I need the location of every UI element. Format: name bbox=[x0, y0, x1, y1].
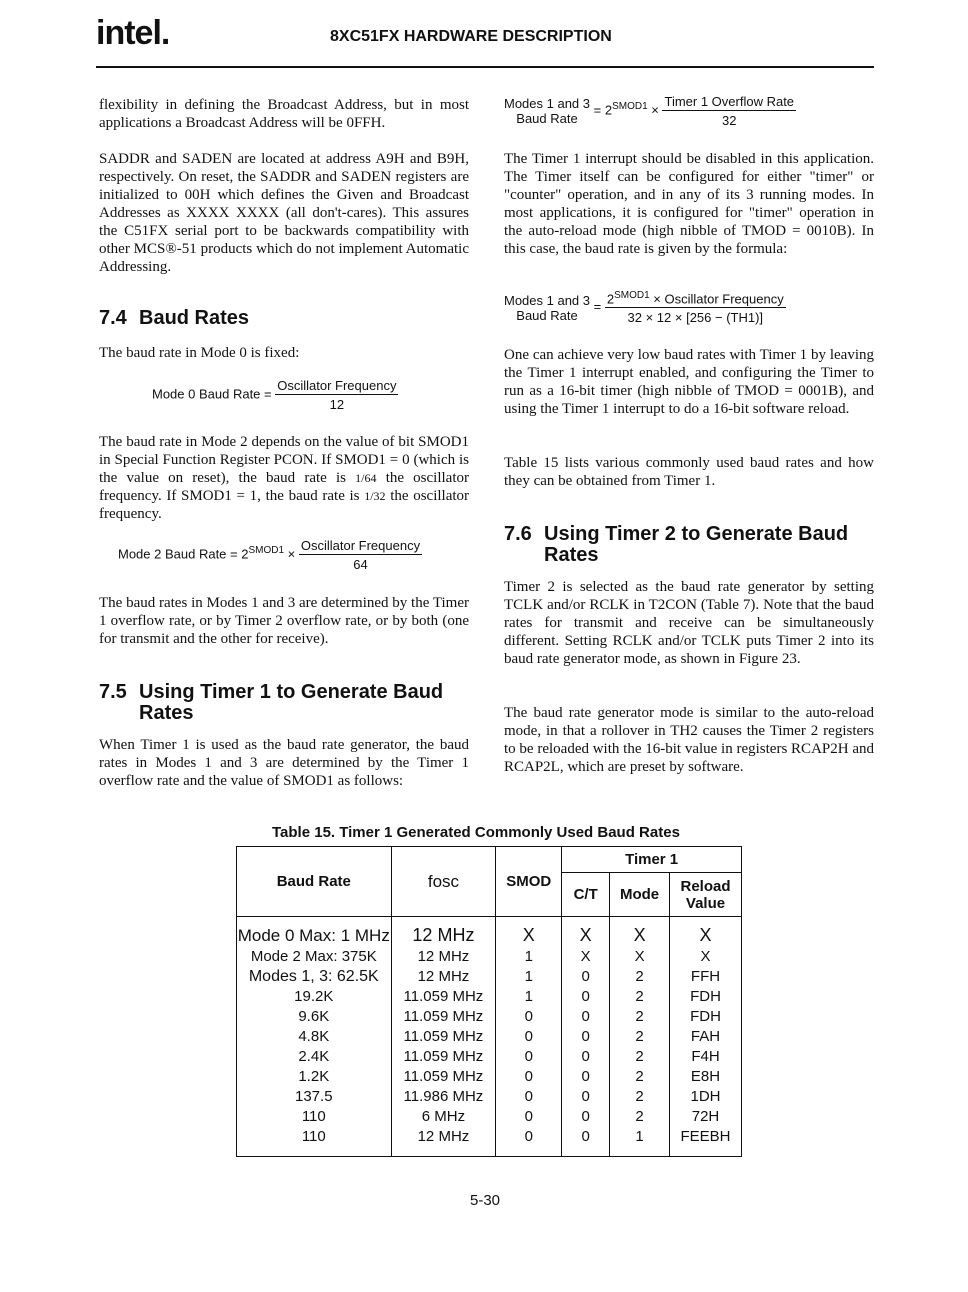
right-paragraph-2: One can achieve very low baud rates with Timer 1 by leaving the Timer 1 interrupt enabled, and configuring the Timer to run as a 16-bit timer (high nibble of TMOD = 0001B), and using the Timer 1 interrupt to do a 16-bit software reload. bbox=[504, 347, 874, 417]
cell-smod: 1 bbox=[496, 987, 562, 1007]
equation-mode2 bbox=[118, 538, 422, 572]
cell-baud-rate: 110 bbox=[237, 1107, 392, 1127]
cell-fosc: 6 MHz bbox=[391, 1107, 496, 1127]
cell-baud-rate: 19.2K bbox=[237, 987, 392, 1007]
intel-logo: intel. bbox=[96, 14, 170, 52]
page-number: 5-30 bbox=[470, 1192, 501, 1209]
cell-smod: X bbox=[496, 917, 562, 947]
cell-smod: 0 bbox=[496, 1047, 562, 1067]
p4-fraction-1: 1/64 bbox=[355, 471, 377, 485]
equation-timer1-overflow bbox=[504, 94, 844, 128]
left-paragraph-6: When Timer 1 is used as the baud rate generator, the baud rates in Modes 1 and 3 are determined by the Timer 1 overflow rate and the value of SMOD1 as follows: bbox=[99, 737, 469, 789]
cell-reload: FFH bbox=[670, 967, 742, 987]
eq-lhs-line-2: Baud Rate bbox=[516, 111, 578, 126]
eq-fraction bbox=[275, 378, 398, 412]
table-bottom-padding bbox=[237, 1147, 742, 1157]
eq-fraction bbox=[662, 94, 796, 128]
cell-ct: 0 bbox=[562, 967, 610, 987]
eq-num-exponent: SMOD1 bbox=[614, 290, 650, 301]
header-ct bbox=[562, 873, 610, 917]
cell-ct: 0 bbox=[562, 1007, 610, 1027]
cell-smod: 0 bbox=[496, 1107, 562, 1127]
eq-num-rest: × Oscillator Frequency bbox=[653, 291, 784, 307]
eq-denominator: 32 × 12 × [256 − (TH1)] bbox=[627, 310, 764, 326]
cell-baud-rate: 4.8K bbox=[237, 1027, 392, 1047]
p4-part-c: the oscillator frequency. bbox=[99, 488, 470, 522]
padding-cell bbox=[670, 1147, 742, 1157]
equation-mode0 bbox=[152, 378, 398, 412]
eq-fraction bbox=[605, 290, 786, 325]
left-paragraph-4 bbox=[99, 433, 469, 523]
cell-smod: 0 bbox=[496, 1127, 562, 1147]
cell-fosc: 11.059 MHz bbox=[391, 1027, 496, 1047]
cell-fosc: 12 MHz bbox=[391, 967, 496, 987]
cell-baud-rate: 1.2K bbox=[237, 1067, 392, 1087]
section-heading-7-5 bbox=[99, 682, 443, 724]
table-row bbox=[237, 1007, 742, 1027]
eq-exponent: SMOD1 bbox=[612, 101, 648, 113]
cell-reload: X bbox=[670, 917, 742, 947]
table-row bbox=[237, 1127, 742, 1147]
cell-ct: 0 bbox=[562, 1107, 610, 1127]
header-fosc: fosc bbox=[391, 847, 496, 917]
cell-baud-rate: 2.4K bbox=[237, 1047, 392, 1067]
table-caption: Table 15. Timer 1 Generated Commonly Used Baud Rates bbox=[272, 824, 680, 841]
cell-mode: X bbox=[610, 917, 670, 947]
cell-ct: 0 bbox=[562, 987, 610, 1007]
cell-reload: F4H bbox=[670, 1047, 742, 1067]
section-title-line-2: Rates bbox=[139, 702, 194, 724]
cell-baud-rate: Mode 2 Max: 375K bbox=[237, 947, 392, 967]
eq-numerator: Oscillator Frequency bbox=[300, 538, 421, 553]
table-row bbox=[237, 1087, 742, 1107]
table-body bbox=[237, 917, 742, 1157]
cell-mode: 2 bbox=[610, 1107, 670, 1127]
left-paragraph-2: SADDR and SADEN are located at address A9H and B9H, respectively. On reset, the SADDR and SADEN registers are initialized to 00H which defines the Given and Broadcast Addresses as XXXX XXXX (all don't-cares). This assures the C51FX serial port to be backwards compatibility with other MCS®-51 products which do not implement Automatic Addressing. bbox=[99, 151, 469, 275]
cell-reload: FDH bbox=[670, 1007, 742, 1027]
p4-fraction-2: 1/32 bbox=[364, 489, 386, 503]
eq-lhs: Mode 2 Baud Rate = 2 bbox=[118, 546, 249, 562]
equation-timer1-autoreload bbox=[504, 290, 864, 325]
section-title-line-2: Rates bbox=[544, 544, 599, 566]
cell-ct: X bbox=[562, 917, 610, 947]
eq-numerator: Timer 1 Overflow Rate bbox=[664, 94, 795, 109]
eq-numerator: Oscillator Frequency bbox=[277, 378, 397, 393]
padding-cell bbox=[496, 1147, 562, 1157]
cell-reload: X bbox=[670, 947, 742, 967]
cell-fosc: 11.059 MHz bbox=[391, 1007, 496, 1027]
cell-reload: FAH bbox=[670, 1027, 742, 1047]
cell-smod: 0 bbox=[496, 1067, 562, 1087]
cell-reload: FDH bbox=[670, 987, 742, 1007]
table-row bbox=[237, 1107, 742, 1127]
eq-denominator: 12 bbox=[329, 397, 345, 412]
header-reload-line-2: Value bbox=[685, 894, 726, 912]
section-number: 7.5 bbox=[99, 681, 127, 703]
eq-denominator: 32 bbox=[722, 113, 737, 128]
section-heading-7-4 bbox=[99, 308, 249, 329]
cell-mode: 2 bbox=[610, 987, 670, 1007]
table-row bbox=[237, 967, 742, 987]
right-paragraph-3: Table 15 lists various commonly used baud rates and how they can be obtained from Timer 1. bbox=[504, 455, 874, 489]
cell-baud-rate: 137.5 bbox=[237, 1087, 392, 1107]
cell-ct: 0 bbox=[562, 1127, 610, 1147]
cell-mode: X bbox=[610, 947, 670, 967]
eq-fraction bbox=[299, 538, 422, 572]
eq-equals: = 2 bbox=[593, 102, 613, 118]
eq-lhs-line-2: Baud Rate bbox=[516, 307, 578, 323]
cell-mode: 1 bbox=[610, 1127, 670, 1147]
padding-cell bbox=[562, 1147, 610, 1157]
cell-smod: 1 bbox=[496, 967, 562, 987]
cell-ct: 0 bbox=[562, 1087, 610, 1107]
cell-fosc: 11.059 MHz bbox=[391, 1067, 496, 1087]
cell-mode: 2 bbox=[610, 1007, 670, 1027]
table-row bbox=[237, 1027, 742, 1047]
eq-denominator: 64 bbox=[353, 557, 368, 572]
cell-smod: 0 bbox=[496, 1087, 562, 1107]
p4-part-b: the oscillator frequency. If SMOD1 = 1, the baud rate is bbox=[99, 470, 469, 504]
cell-baud-rate: Mode 0 Max: 1 MHz bbox=[237, 917, 392, 947]
cell-reload: 72H bbox=[670, 1107, 742, 1127]
cell-reload: E8H bbox=[670, 1067, 742, 1087]
padding-cell bbox=[237, 1147, 392, 1157]
left-paragraph-3: The baud rate in Mode 0 is fixed: bbox=[99, 345, 300, 361]
header-rule bbox=[96, 66, 874, 68]
cell-fosc: 12 MHz bbox=[391, 1127, 496, 1147]
table-row bbox=[237, 947, 742, 967]
padding-cell bbox=[610, 1147, 670, 1157]
right-paragraph-1: The Timer 1 interrupt should be disabled in this application. The Timer itself can be configured for either "timer" or "counter" operation, and in any of its 3 running modes. In most applications, it is configured for "timer" operation in the auto-reload mode (high nibble of TMOD = 0010B). In this case, the baud rate is given by the formula: bbox=[504, 151, 874, 257]
cell-ct: 0 bbox=[562, 1067, 610, 1087]
section-title-line-1: Using Timer 2 to Generate Baud bbox=[544, 523, 849, 545]
right-paragraph-5: The baud rate generator mode is similar to the auto-reload mode, in that a rollover in TH2 causes the Timer 2 registers to be reloaded with the 16-bit value in registers RCAP2H and RCAP2L, which are preset by software. bbox=[504, 705, 874, 775]
cell-mode: 2 bbox=[610, 1047, 670, 1067]
eq-lhs-line-1: Modes 1 and 3 bbox=[504, 96, 591, 111]
cell-smod: 0 bbox=[496, 1027, 562, 1047]
cell-baud-rate: Modes 1, 3: 62.5K bbox=[237, 967, 392, 987]
header-timer1: Timer 1 bbox=[562, 847, 742, 873]
section-heading-7-6 bbox=[504, 524, 848, 566]
left-paragraph-5: The baud rates in Modes 1 and 3 are determined by the Timer 1 overflow rate, or by Timer 2 overflow rate, or by both (one for transmit and the other for receive). bbox=[99, 595, 469, 647]
left-paragraph-1: flexibility in defining the Broadcast Address, but in most applications a Broadcast Address will be 0FFH. bbox=[99, 97, 469, 131]
cell-fosc: 12 MHz bbox=[391, 947, 496, 967]
cell-fosc: 12 MHz bbox=[391, 917, 496, 947]
cell-mode: 2 bbox=[610, 1027, 670, 1047]
page-header-title: 8XC51FX HARDWARE DESCRIPTION bbox=[330, 28, 612, 45]
section-number: 7.6 bbox=[504, 523, 532, 545]
cell-mode: 2 bbox=[610, 1087, 670, 1107]
cell-reload: 1DH bbox=[670, 1087, 742, 1107]
right-paragraph-4: Timer 2 is selected as the baud rate generator by setting TCLK and/or RCLK in T2CON (Table 7). Note that the baud rates for transmit and receive can be simultaneously different. Setting RCLK and/or TCLK puts Timer 2 into its baud rate generator mode, as shown in Figure 23. bbox=[504, 579, 874, 667]
cell-baud-rate: 110 bbox=[237, 1127, 392, 1147]
cell-ct: 0 bbox=[562, 1047, 610, 1067]
table-row bbox=[237, 917, 742, 947]
eq-exponent: SMOD1 bbox=[248, 545, 285, 557]
eq-equals: = bbox=[593, 299, 602, 315]
header-baud-rate: Baud Rate bbox=[237, 847, 392, 917]
cell-ct: X bbox=[562, 947, 610, 967]
cell-baud-rate: 9.6K bbox=[237, 1007, 392, 1027]
header-mode: Mode bbox=[610, 873, 670, 917]
eq-lhs: Mode 0 Baud Rate = bbox=[152, 386, 272, 402]
eq-times: × bbox=[287, 546, 296, 562]
p4-part-a: The baud rate in Mode 2 depends on the value of bit SMOD1 in Special Function Register PCON. If SMOD1 = 0 (which is the value on reset), the baud rate is bbox=[99, 434, 469, 486]
table-row bbox=[237, 1067, 742, 1087]
header-ct-label: C/T bbox=[573, 886, 598, 903]
header-smod: SMOD bbox=[496, 847, 562, 917]
table-row bbox=[237, 987, 742, 1007]
table-row bbox=[237, 1047, 742, 1067]
cell-reload: FEEBH bbox=[670, 1127, 742, 1147]
cell-ct: 0 bbox=[562, 1027, 610, 1047]
section-number: 7.4 bbox=[99, 307, 127, 329]
cell-mode: 2 bbox=[610, 1067, 670, 1087]
eq-lhs-line-1: Modes 1 and 3 bbox=[504, 292, 591, 308]
section-title-line-1: Using Timer 1 to Generate Baud bbox=[139, 681, 444, 703]
cell-fosc: 11.059 MHz bbox=[391, 987, 496, 1007]
section-title: Baud Rates bbox=[139, 307, 250, 329]
baud-rate-table bbox=[236, 846, 742, 1157]
cell-fosc: 11.059 MHz bbox=[391, 1047, 496, 1067]
header-reload-value bbox=[670, 873, 742, 917]
cell-fosc: 11.986 MHz bbox=[391, 1087, 496, 1107]
cell-smod: 1 bbox=[496, 947, 562, 967]
cell-mode: 2 bbox=[610, 967, 670, 987]
cell-smod: 0 bbox=[496, 1007, 562, 1027]
header-reload-line-1: Reload bbox=[680, 877, 731, 895]
padding-cell bbox=[391, 1147, 496, 1157]
eq-num-base: 2 bbox=[606, 291, 615, 307]
eq-times: × bbox=[651, 102, 659, 118]
